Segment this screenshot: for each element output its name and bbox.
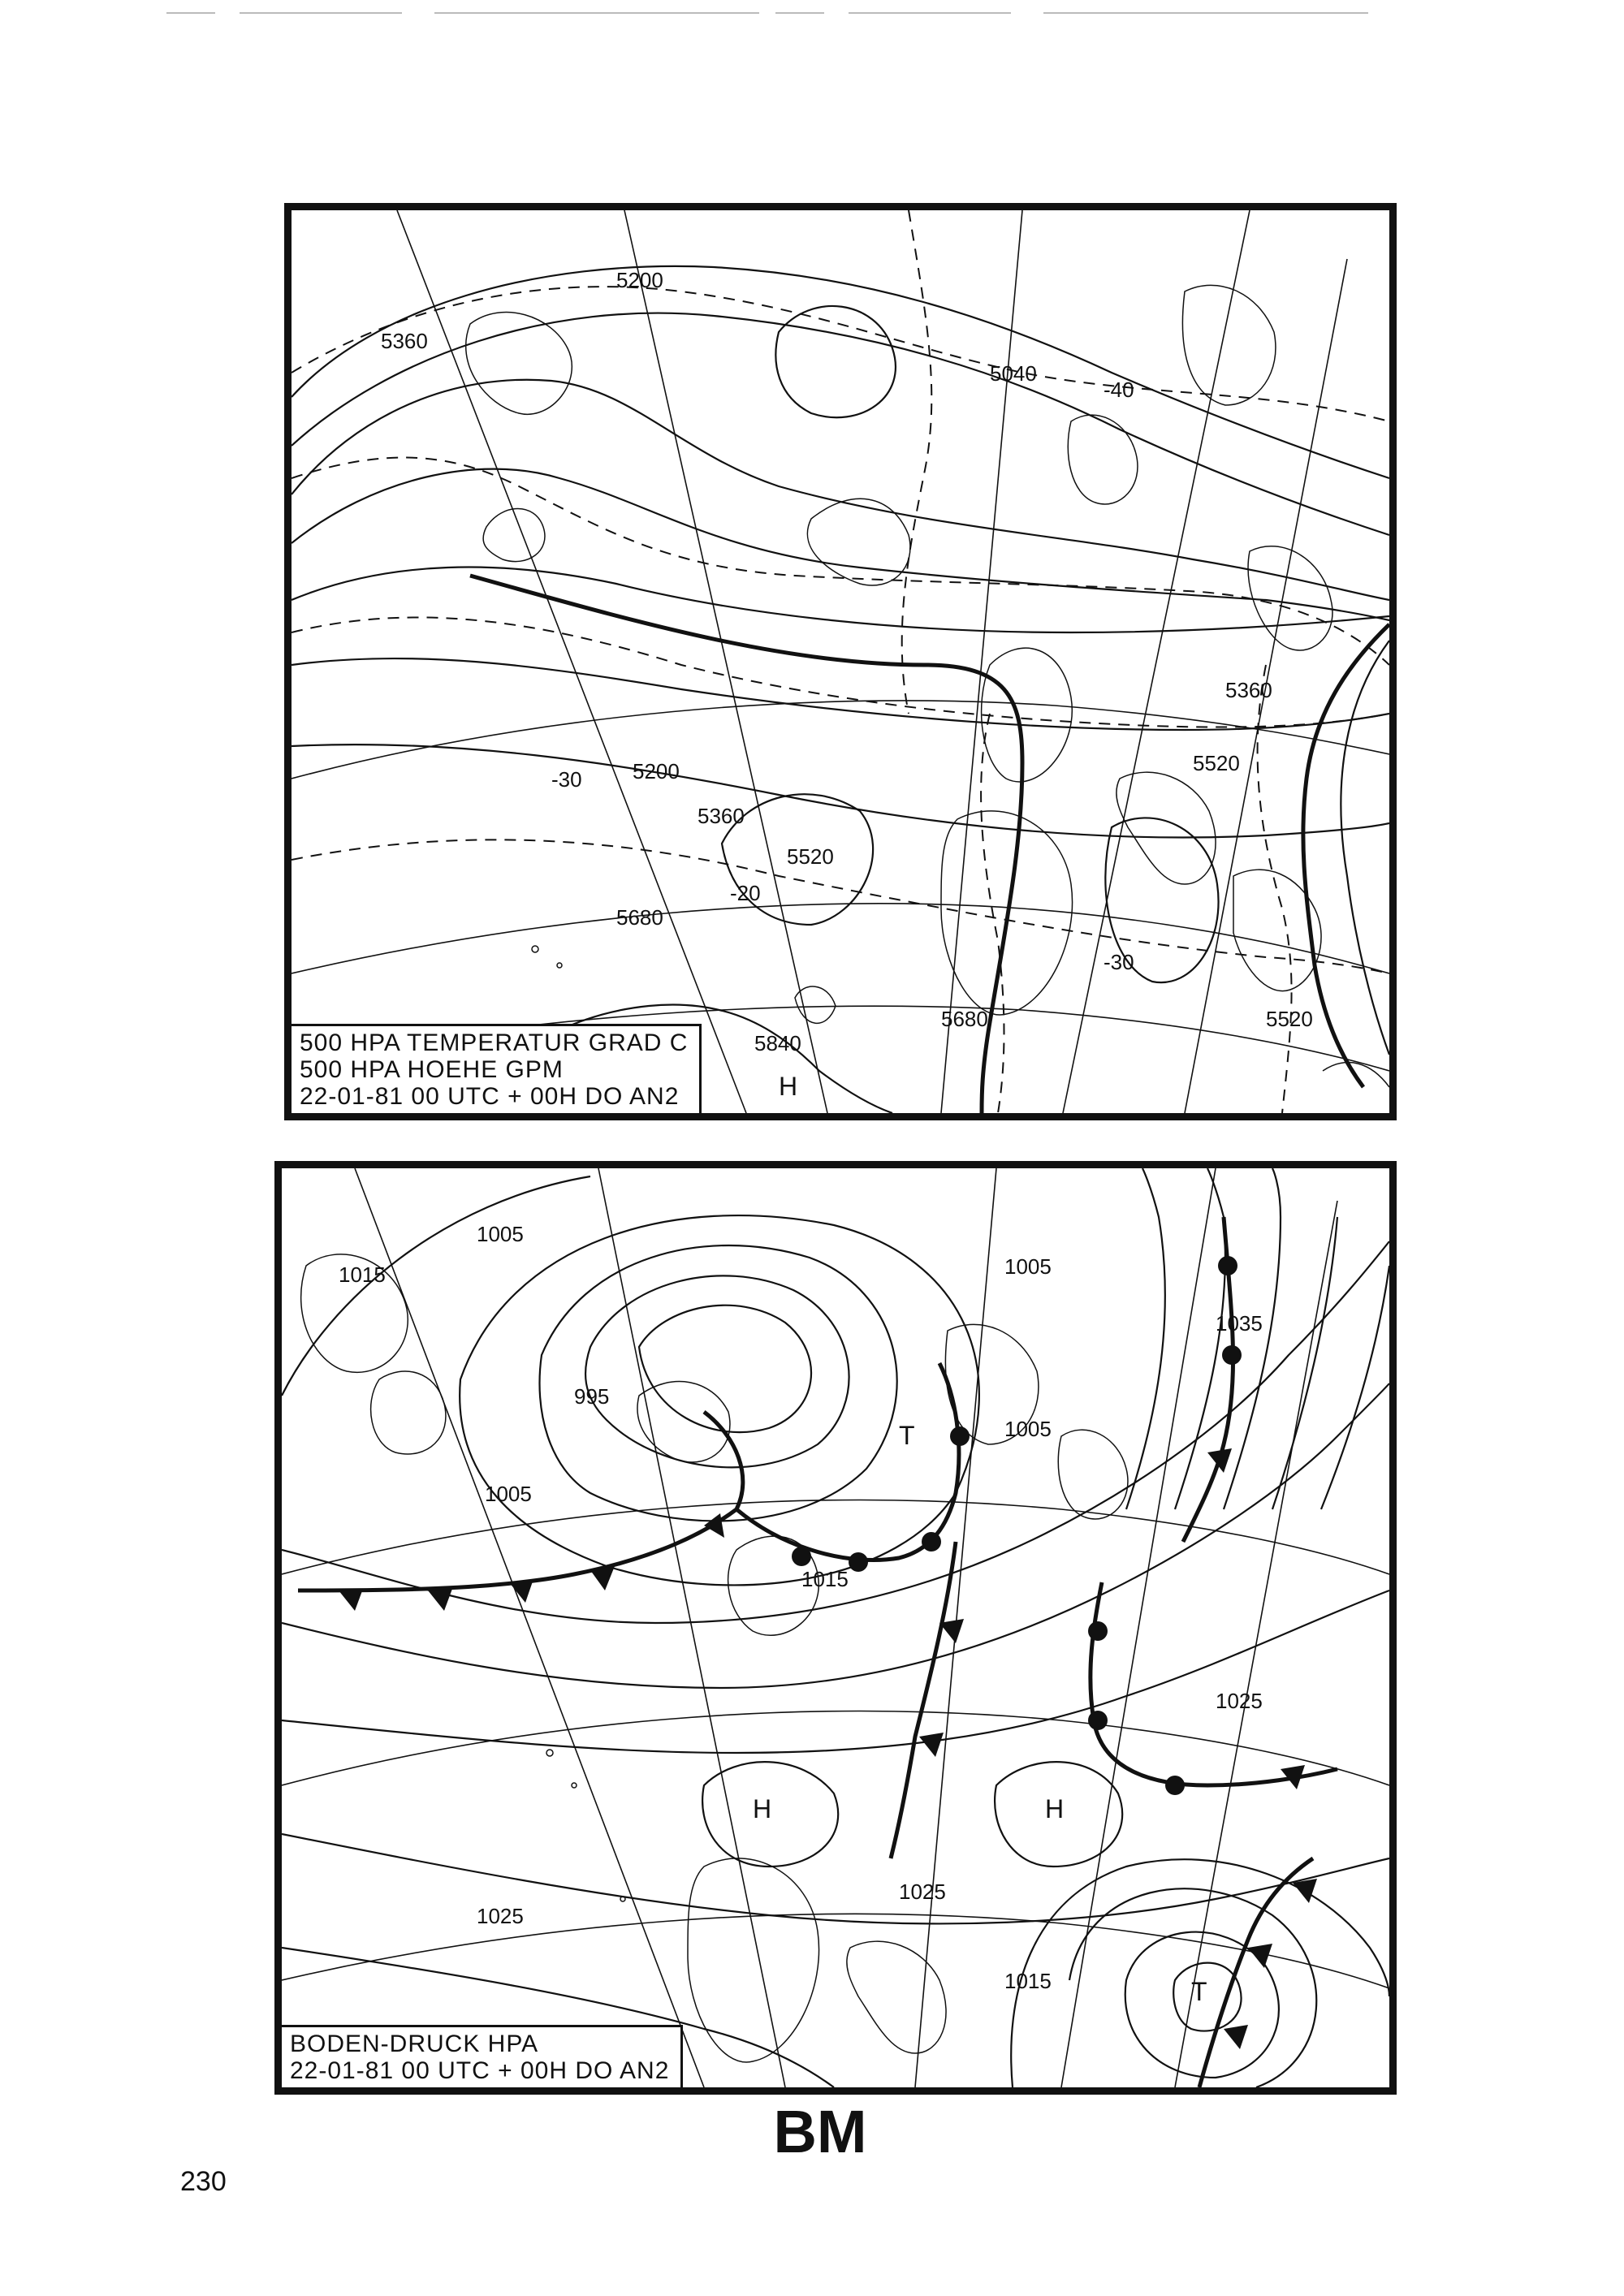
high-pressure-center: H — [779, 1072, 798, 1101]
high-pressure-center: H — [1045, 1794, 1065, 1823]
top-map-legend — [292, 1024, 702, 1113]
low-pressure-center: T — [1191, 1977, 1207, 2006]
bottom-map-legend — [282, 2025, 683, 2087]
legend-line-valid-time: 22-01-81 00 UTC + 00H DO AN2 — [300, 1083, 680, 1110]
surface-fronts — [298, 1217, 1337, 2087]
isobar-label: 1025 — [477, 1904, 524, 1928]
low-pressure-center: T — [899, 1421, 915, 1450]
isobar-label: 995 — [574, 1384, 610, 1409]
temperature-label: -30 — [1104, 950, 1134, 974]
isobar-label: 1005 — [477, 1222, 524, 1246]
legend-line-temperature: 500 HPA TEMPERATUR GRAD C — [300, 1029, 689, 1056]
isobar-label: 1025 — [899, 1880, 946, 1904]
figure-code: BM — [773, 2098, 867, 2165]
page-number: 230 — [180, 2166, 227, 2197]
height-label: 5360 — [1225, 678, 1272, 702]
isobar-label: 1015 — [801, 1567, 849, 1591]
height-label: 5680 — [941, 1007, 988, 1031]
isobar-label: 1005 — [485, 1482, 532, 1506]
height-label: 5200 — [633, 759, 680, 783]
legend-line-valid-time: 22-01-81 00 UTC + 00H DO AN2 — [290, 2057, 670, 2084]
surface-map-drawing — [282, 1168, 1389, 2087]
height-label: 5040 — [990, 361, 1037, 386]
surface-pressure-map — [274, 1161, 1397, 2095]
height-label: 5680 — [616, 905, 663, 930]
isobar-label: 1035 — [1216, 1311, 1263, 1336]
temperature-label: -30 — [551, 767, 582, 792]
height-label: 5520 — [1193, 751, 1240, 775]
scan-artifact-line — [166, 11, 1384, 15]
top-map-labels — [381, 268, 1313, 1101]
height-label: 5520 — [787, 844, 834, 869]
isobar-label: 1015 — [1004, 1969, 1052, 1993]
isobar-label: 1015 — [339, 1262, 386, 1287]
height-label: 5200 — [616, 268, 663, 292]
height-label: 5360 — [381, 329, 428, 353]
isobar-label: 1005 — [1004, 1417, 1052, 1441]
temperature-label: -20 — [730, 881, 761, 905]
isobar-label: 1025 — [1216, 1689, 1263, 1713]
upper-air-map-drawing — [292, 210, 1389, 1113]
coastlines — [301, 1254, 1128, 2062]
legend-line-surface-pressure: BODEN-DRUCK HPA — [290, 2031, 539, 2057]
isobars — [282, 1168, 1389, 2087]
temperature-label: -40 — [1104, 378, 1134, 402]
upper-air-500hpa-map — [284, 203, 1397, 1120]
isobar-label: 1005 — [1004, 1254, 1052, 1279]
legend-line-height: 500 HPA HOEHE GPM — [300, 1056, 564, 1083]
height-label: 5840 — [754, 1031, 801, 1055]
height-label: 5360 — [698, 804, 745, 828]
front-symbols — [339, 1256, 1317, 2049]
high-pressure-center: H — [753, 1794, 772, 1823]
height-label: 5520 — [1266, 1007, 1313, 1031]
